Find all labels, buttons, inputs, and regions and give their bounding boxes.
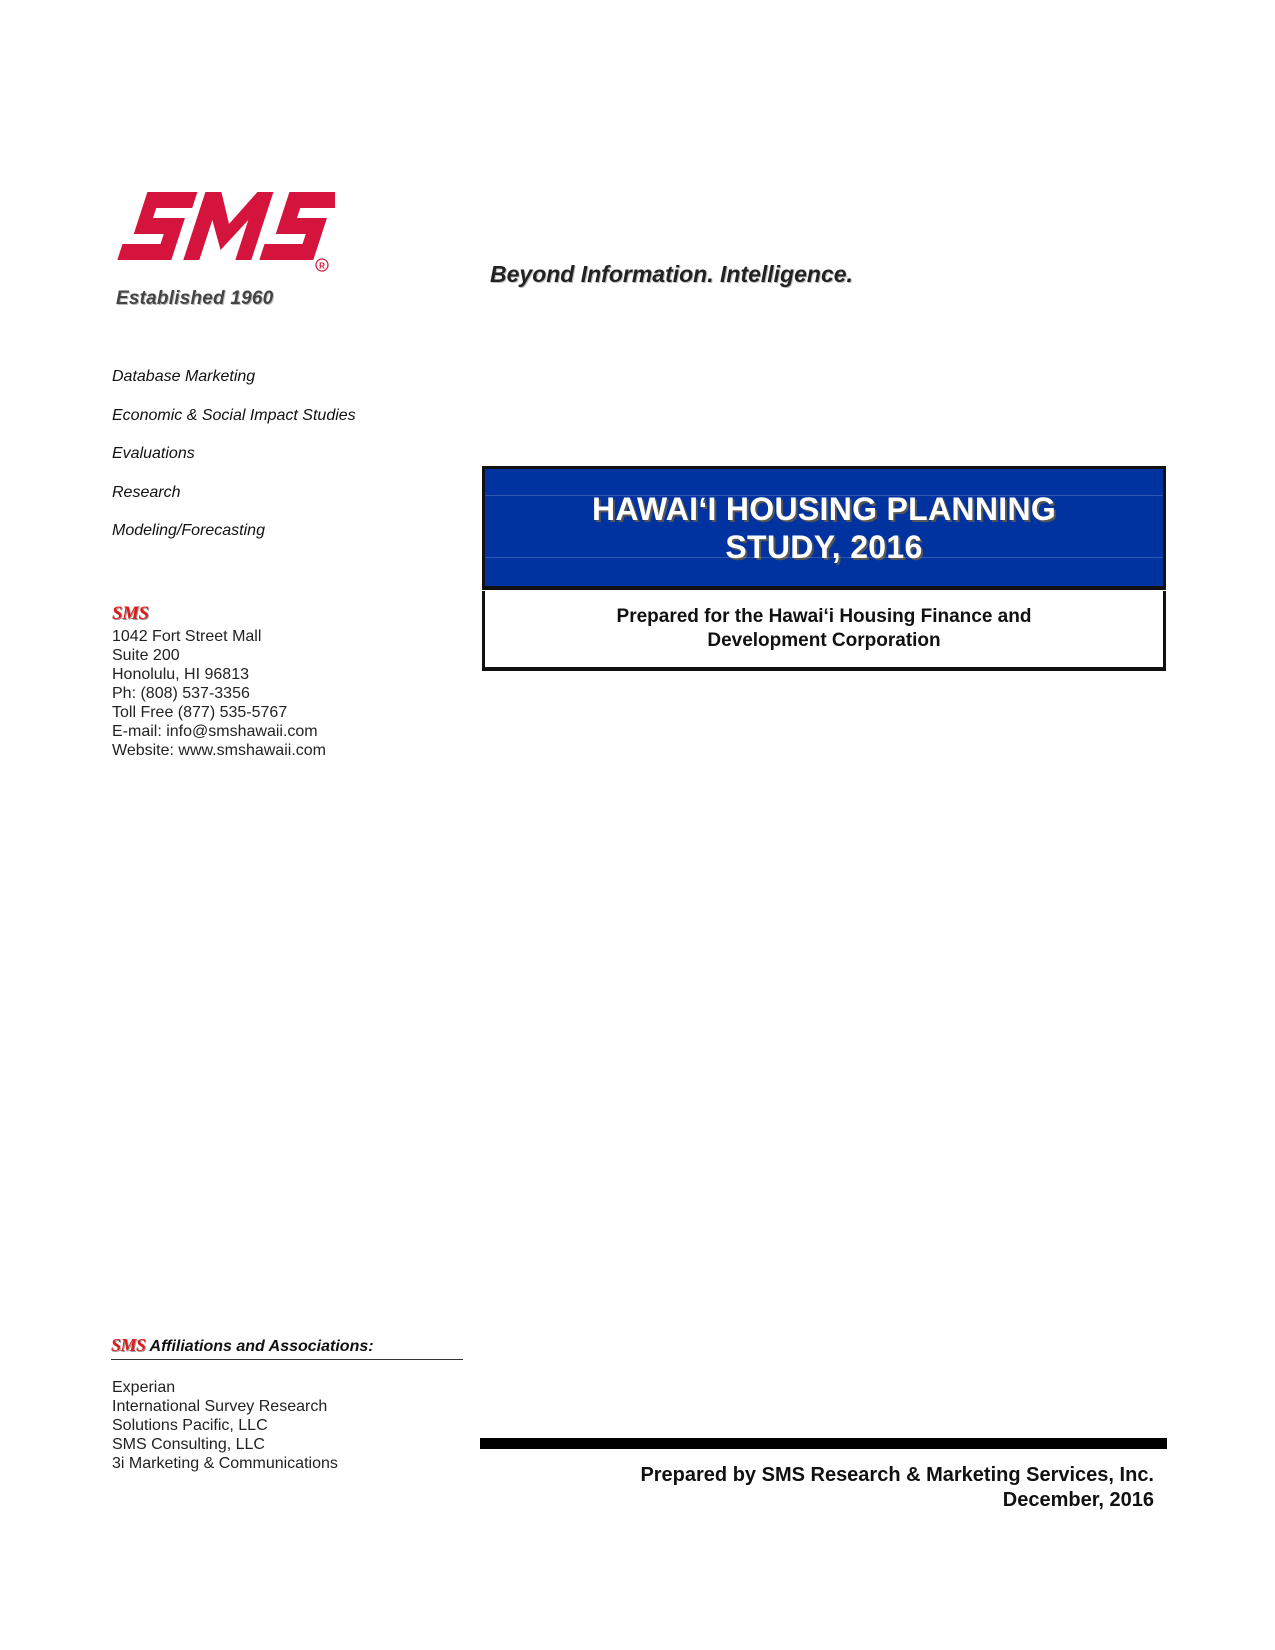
service-item: Economic & Social Impact Studies xyxy=(112,406,356,424)
services-list xyxy=(112,367,356,560)
email-line: E-mail: info@smshawaii.com xyxy=(112,723,318,740)
title-divider xyxy=(485,557,1163,558)
affiliation-item: International Survey Research xyxy=(112,1398,328,1415)
title-divider xyxy=(485,495,1163,496)
report-date: December, 2016 xyxy=(1002,1489,1154,1511)
website-line: Website: www.smshawaii.com xyxy=(112,742,326,759)
report-title-line1: HAWAIʻI HOUSING PLANNING xyxy=(591,490,1057,527)
footer-rule xyxy=(480,1438,1167,1449)
service-item: Evaluations xyxy=(112,445,195,462)
address-line: Suite 200 xyxy=(112,647,180,664)
affiliation-item: Experian xyxy=(112,1379,176,1396)
address-block xyxy=(112,603,326,760)
sms-wordmark: SMS xyxy=(111,1335,146,1355)
affiliation-item: Solutions Pacific, LLC xyxy=(112,1417,268,1434)
address-line: 1042 Fort Street Mall xyxy=(112,628,262,645)
prepared-for-box xyxy=(482,591,1166,671)
tagline: Beyond Information. Intelligence. xyxy=(490,261,853,287)
phone-line: Ph: (808) 537-3356 xyxy=(112,685,250,702)
footer-credit xyxy=(640,1463,1154,1513)
service-item: Database Marketing xyxy=(112,368,256,385)
sms-wordmark: SMS xyxy=(112,603,149,624)
affiliation-item: 3i Marketing & Communications xyxy=(112,1455,338,1472)
prepared-for-line1: Prepared for the Hawaiʻi Housing Finance and xyxy=(616,606,1032,627)
service-item: Modeling/Forecasting xyxy=(112,522,265,539)
report-title-box xyxy=(482,466,1166,590)
service-item: Research xyxy=(112,483,181,501)
toll-free-line: Toll Free (877) 535-5767 xyxy=(112,704,288,721)
report-title-line2: STUDY, 2016 xyxy=(725,528,923,565)
affiliations-heading xyxy=(111,1335,463,1360)
affiliations-list xyxy=(112,1378,338,1473)
prepared-by-line: Prepared by SMS Research & Marketing Services, Inc. xyxy=(640,1464,1154,1486)
svg-text:R: R xyxy=(319,261,325,271)
affiliations-heading-text: Affiliations and Associations: xyxy=(149,1338,374,1355)
address-line: Honolulu, HI 96813 xyxy=(112,666,249,683)
affiliation-item: SMS Consulting, LLC xyxy=(112,1436,265,1453)
sms-logo xyxy=(110,184,335,274)
prepared-for-line2: Development Corporation xyxy=(707,630,941,651)
established-label: Established 1960 xyxy=(116,288,274,309)
